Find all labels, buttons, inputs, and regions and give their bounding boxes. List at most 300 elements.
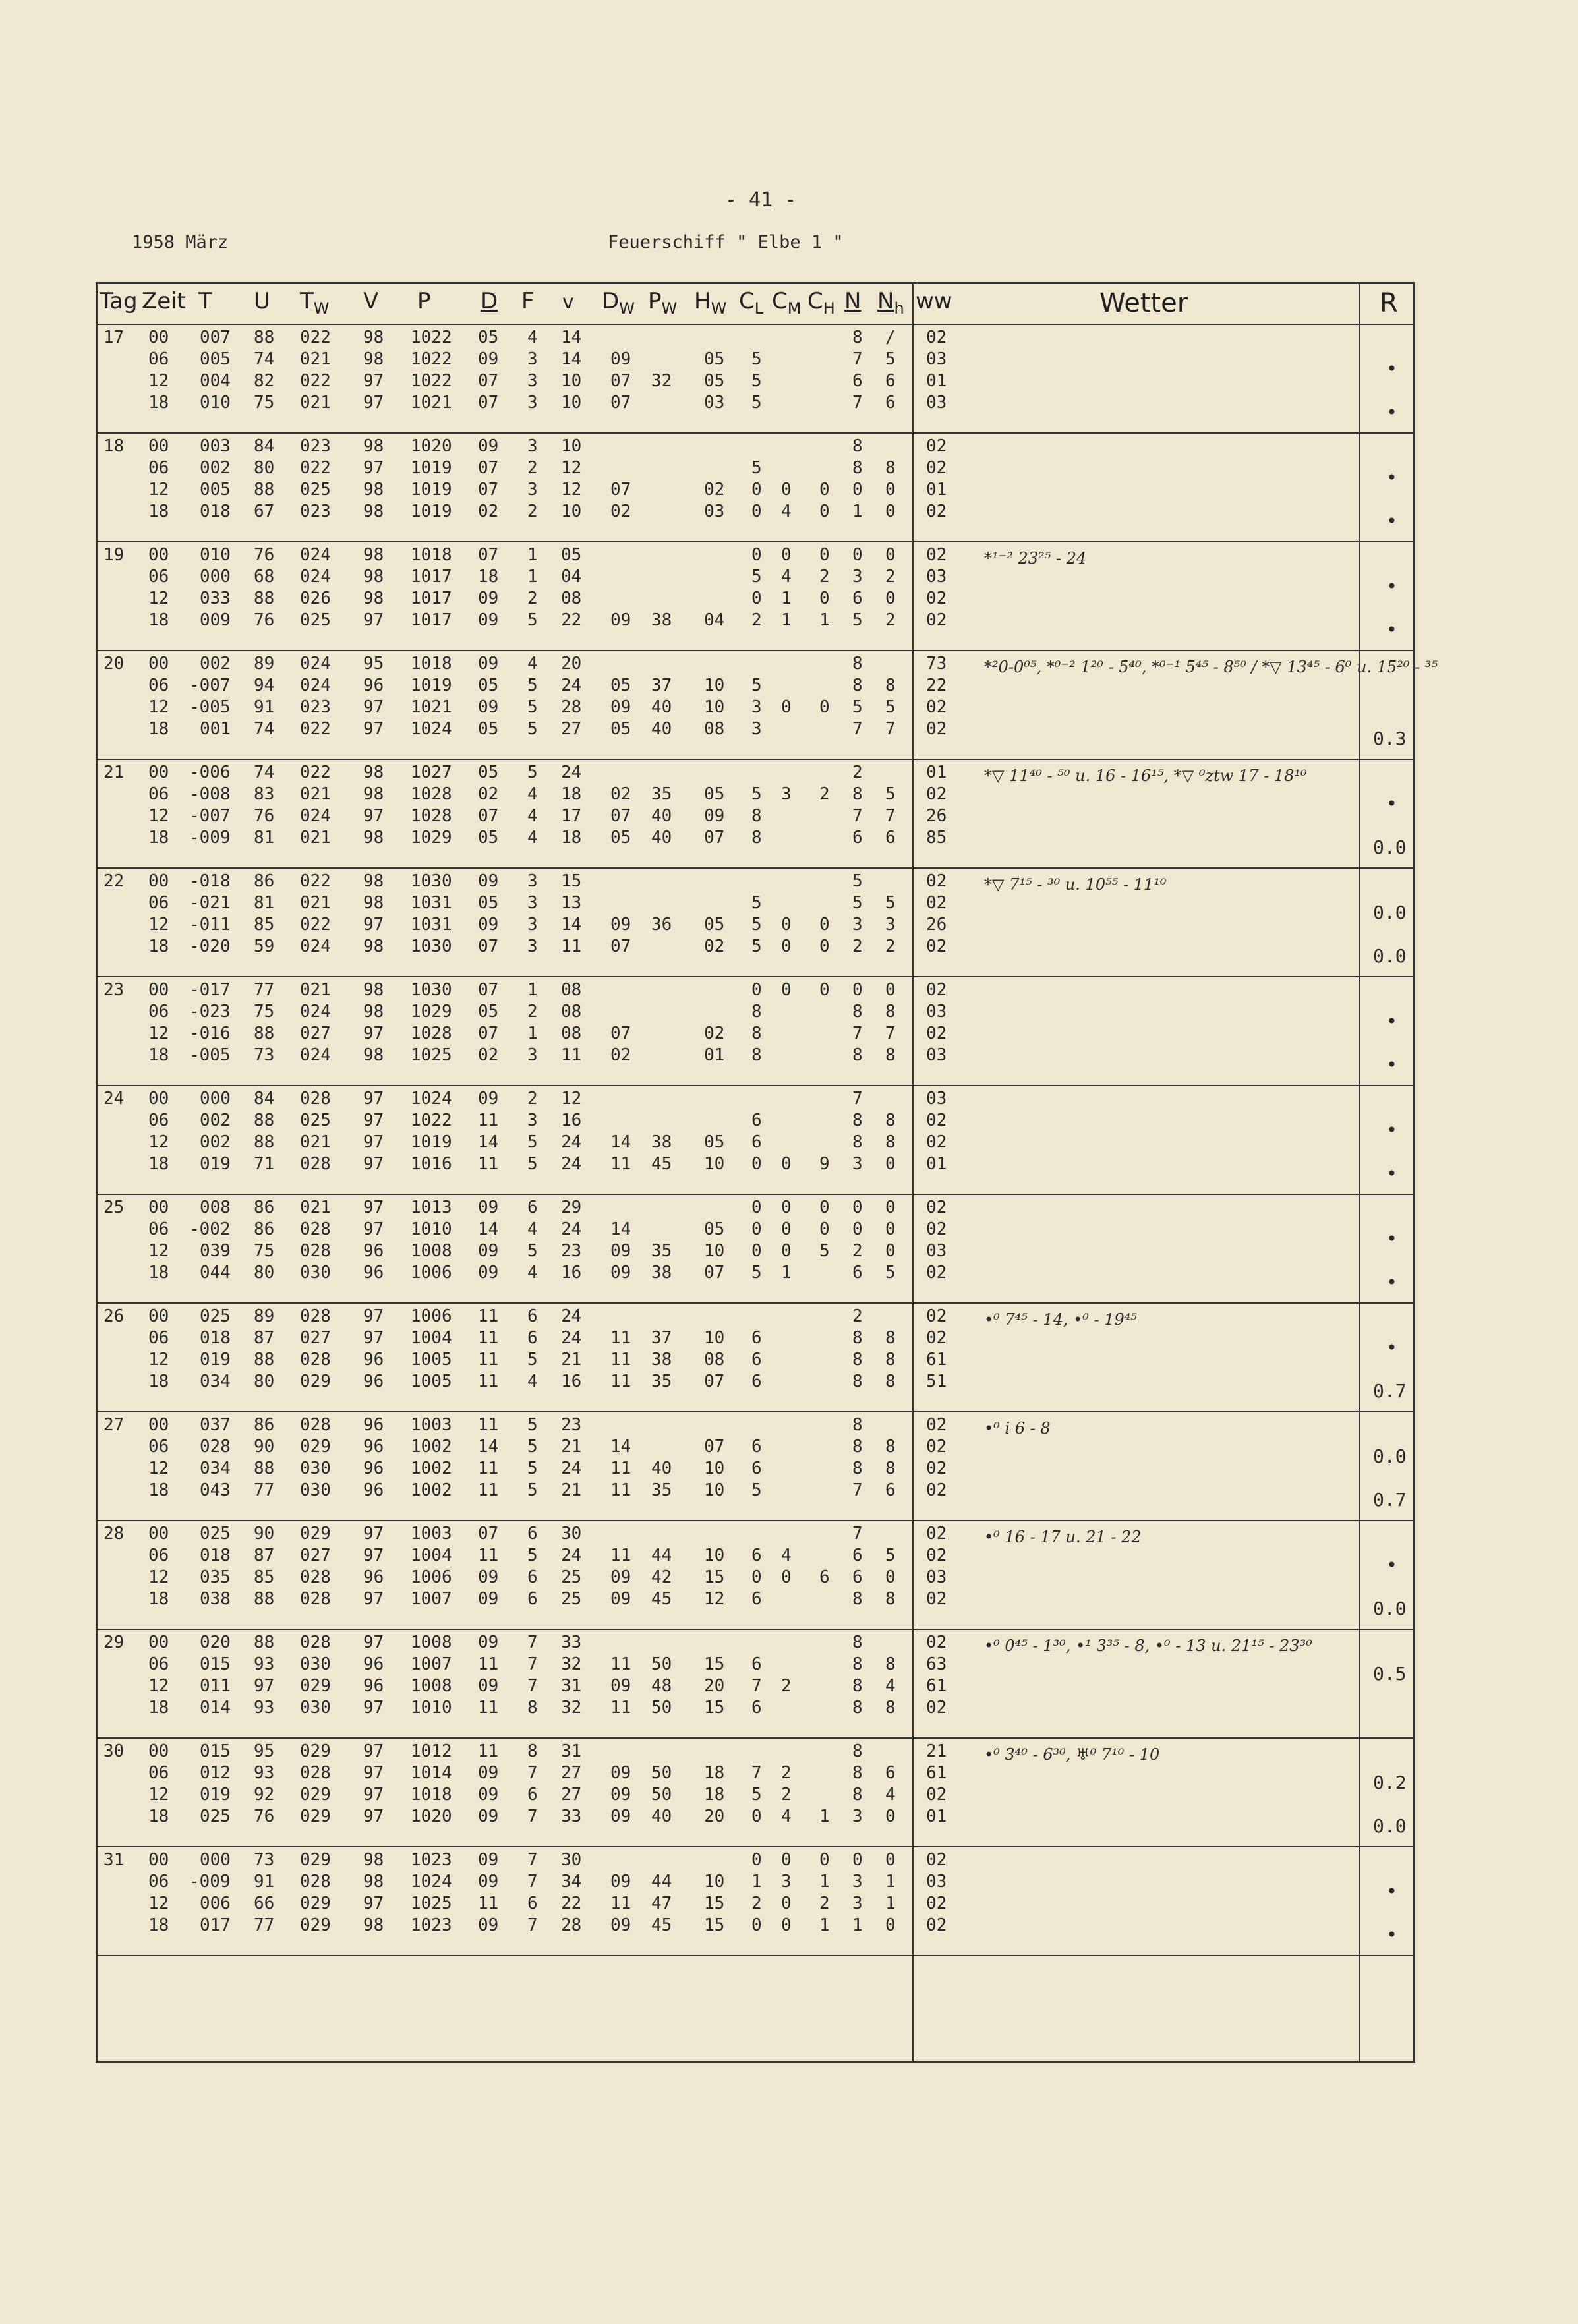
cell-p: 1014 [411,1763,452,1783]
cell-d: 09 [478,1807,499,1826]
cell-tw: 030 [300,1698,331,1718]
day-separator [98,1955,1413,1956]
cell-d: 07 [478,1524,499,1544]
cell-v: 24 [561,1546,582,1565]
cell-d: 09 [478,1763,499,1783]
cell-t: 014 [200,1698,231,1718]
cell-zeit: 12 [148,1785,169,1805]
cell-u: 93 [254,1698,275,1718]
cell-ww: 03 [926,393,947,413]
cell-n: 0 [852,980,863,1000]
cell-zeit: 00 [148,654,169,674]
cell-f: 3 [527,871,538,891]
cell-ww: 02 [926,1024,947,1043]
cell-hw: 08 [704,1350,725,1370]
cell-cl: 7 [751,1763,762,1783]
cell-tw: 021 [300,393,331,413]
weather-remark: •⁰ 0⁴⁵ - 1³⁰, •¹ 3³⁵ - 8, •⁰ - 13 u. 21¹⁵ - 23³⁰ [984,1637,1312,1655]
cell-cl: 5 [751,915,762,935]
cell-hw: 05 [704,915,725,935]
cell-cl: 2 [751,610,762,630]
cell-nh: 8 [885,1328,896,1348]
cell-n: 8 [852,1002,863,1022]
cell-n: 3 [852,1154,863,1174]
cell-zeit: 12 [148,1241,169,1261]
header-station: Feuerschiff " Elbe 1 " [608,232,844,252]
cell-dw: 11 [610,1546,631,1565]
cell-v: 97 [363,1698,384,1718]
cell-p: 1017 [411,567,452,587]
weather-remark: *▽ 11⁴⁰ - ⁵⁰ u. 16 - 16¹⁵, *▽ ⁰ztw 17 - 18¹⁰ [984,767,1307,785]
cell-tw: 024 [300,676,331,695]
cell-f: 6 [527,1894,538,1913]
cell-cl: 7 [751,1676,762,1696]
cell-zeit: 12 [148,1459,169,1478]
cell-f: 6 [527,1328,538,1348]
cell-cm: 0 [781,1567,792,1587]
cell-ch: 1 [819,1915,830,1935]
cell-dw: 09 [610,349,631,369]
cell-nh: 1 [885,1894,896,1913]
cell-t: -002 [189,1219,231,1239]
cell-n: 3 [852,1807,863,1826]
cell-ww: 02 [926,458,947,478]
day-number: 19 [103,545,125,565]
day-number: 26 [103,1306,125,1326]
cell-t: 002 [200,654,231,674]
cell-ww: 03 [926,1089,947,1109]
cell-v: 98 [363,1002,384,1022]
cell-f: 7 [527,1850,538,1870]
cell-ww: 03 [926,1045,947,1065]
cell-ww: 21 [926,1741,947,1761]
cell-dw: 11 [610,1154,631,1174]
column-header-d: D [481,288,498,314]
cell-zeit: 18 [148,610,169,630]
cell-nh: 5 [885,893,896,913]
cell-f: 7 [527,1676,538,1696]
day-number: 30 [103,1741,125,1761]
precip-value: 0.5 [1373,1663,1407,1685]
precip-value: 0.3 [1373,728,1407,749]
cell-pw: 35 [651,1372,672,1391]
cell-n: 8 [852,1785,863,1805]
cell-ch: 0 [819,502,830,521]
cell-dw: 07 [610,480,631,500]
cell-p: 1007 [411,1654,452,1674]
cell-dw: 05 [610,676,631,695]
cell-zeit: 00 [148,1306,169,1326]
cell-d: 11 [478,1306,499,1326]
cell-zeit: 00 [148,545,169,565]
precip-value: • [1386,1163,1397,1184]
cell-p: 1016 [411,1154,452,1174]
cell-zeit: 06 [148,1546,169,1565]
cell-t: 037 [200,1415,231,1435]
cell-cl: 0 [751,1850,762,1870]
cell-dw: 09 [610,1872,631,1892]
cell-n: 8 [852,1328,863,1348]
cell-n: 8 [852,1350,863,1370]
cell-t: -007 [189,676,231,695]
cell-u: 76 [254,1807,275,1826]
cell-cm: 4 [781,1807,792,1826]
cell-f: 4 [527,654,538,674]
cell-tw: 030 [300,1459,331,1478]
cell-tw: 025 [300,1111,331,1130]
column-header-wetter: Wetter [1099,288,1188,318]
cell-cm: 1 [781,1263,792,1283]
cell-dw: 11 [610,1654,631,1674]
cell-u: 91 [254,1872,275,1892]
cell-v: 96 [363,1263,384,1283]
cell-n: 5 [852,871,863,891]
cell-ww: 26 [926,915,947,935]
cell-dw: 07 [610,371,631,391]
cell-p: 1006 [411,1263,452,1283]
cell-tw: 028 [300,1567,331,1587]
cell-v: 33 [561,1633,582,1652]
cell-v: 98 [363,828,384,848]
precip-value: 0.0 [1373,902,1407,923]
cell-ww: 02 [926,1459,947,1478]
cell-ww: 02 [926,719,947,739]
cell-v: 24 [561,1306,582,1326]
cell-v: 21 [561,1437,582,1457]
cell-v: 10 [561,371,582,391]
cell-dw: 09 [610,1241,631,1261]
cell-tw: 022 [300,719,331,739]
cell-f: 5 [527,1546,538,1565]
cell-cm: 0 [781,1219,792,1239]
cell-d: 09 [478,1872,499,1892]
cell-t: 043 [200,1480,231,1500]
cell-v: 98 [363,763,384,782]
cell-ww: 02 [926,697,947,717]
day-number: 23 [103,980,125,1000]
cell-p: 1003 [411,1524,452,1544]
cell-tw: 028 [300,1219,331,1239]
cell-cm: 0 [781,980,792,1000]
cell-cl: 6 [751,1654,762,1674]
cell-v: 24 [561,1132,582,1152]
cell-t: -009 [189,828,231,848]
header-separator [98,324,1413,325]
cell-v: 96 [363,676,384,695]
cell-ch: 5 [819,1241,830,1261]
cell-v: 96 [363,1350,384,1370]
cell-cm: 3 [781,1872,792,1892]
cell-f: 6 [527,1198,538,1217]
cell-t: 007 [200,328,231,347]
cell-p: 1007 [411,1589,452,1609]
precip-value: • [1386,1880,1397,1902]
cell-ww: 02 [926,1328,947,1348]
cell-f: 5 [527,1241,538,1261]
cell-t: 025 [200,1807,231,1826]
cell-dw: 09 [610,697,631,717]
cell-cl: 5 [751,1480,762,1500]
cell-cm: 0 [781,937,792,956]
cell-t: 018 [200,502,231,521]
column-header-nh: $N_h$ [877,288,904,318]
cell-t: 012 [200,1763,231,1783]
cell-dw: 09 [610,1915,631,1935]
cell-hw: 01 [704,1045,725,1065]
cell-tw: 028 [300,1154,331,1174]
cell-ch: 0 [819,480,830,500]
cell-p: 1005 [411,1350,452,1370]
cell-cl: 5 [751,1263,762,1283]
cell-hw: 18 [704,1785,725,1805]
cell-u: 88 [254,1589,275,1609]
cell-tw: 023 [300,697,331,717]
cell-cm: 4 [781,1546,792,1565]
cell-n: 2 [852,937,863,956]
cell-n: 3 [852,1872,863,1892]
cell-p: 1008 [411,1241,452,1261]
cell-d: 09 [478,1567,499,1587]
cell-dw: 07 [610,393,631,413]
cell-u: 83 [254,784,275,804]
cell-n: 8 [852,458,863,478]
cell-nh: 8 [885,1111,896,1130]
cell-pw: 35 [651,1241,672,1261]
column-header-v: v [562,291,574,314]
cell-u: 90 [254,1524,275,1544]
cell-pw: 44 [651,1872,672,1892]
cell-n: 1 [852,1915,863,1935]
cell-t: 015 [200,1741,231,1761]
cell-dw: 05 [610,828,631,848]
cell-n: 8 [852,1763,863,1783]
cell-p: 1029 [411,1002,452,1022]
cell-d: 09 [478,871,499,891]
cell-p: 1028 [411,806,452,826]
cell-tw: 029 [300,1741,331,1761]
cell-ww: 02 [926,784,947,804]
cell-u: 77 [254,980,275,1000]
cell-pw: 35 [651,784,672,804]
cell-d: 11 [478,1415,499,1435]
cell-t: 008 [200,1198,231,1217]
cell-zeit: 06 [148,676,169,695]
cell-d: 07 [478,480,499,500]
cell-ww: 02 [926,1785,947,1805]
cell-v: 30 [561,1524,582,1544]
cell-v: 05 [561,545,582,565]
day-separator [98,976,1413,977]
cell-f: 5 [527,697,538,717]
cell-tw: 028 [300,1872,331,1892]
cell-ch: 0 [819,937,830,956]
cell-n: 7 [852,1089,863,1109]
cell-n: 3 [852,915,863,935]
cell-v: 97 [363,1132,384,1152]
cell-hw: 02 [704,480,725,500]
cell-u: 76 [254,545,275,565]
cell-nh: 5 [885,784,896,804]
cell-n: 8 [852,1372,863,1391]
day-separator [98,432,1413,434]
cell-d: 14 [478,1219,499,1239]
cell-nh: 6 [885,1763,896,1783]
cell-u: 95 [254,1741,275,1761]
cell-v: 29 [561,1198,582,1217]
cell-ch: 0 [819,980,830,1000]
cell-p: 1020 [411,436,452,456]
cell-u: 85 [254,1567,275,1587]
precip-value: • [1386,619,1397,641]
cell-n: 3 [852,567,863,587]
cell-cl: 5 [751,1785,762,1805]
cell-ww: 02 [926,1915,947,1935]
cell-cl: 6 [751,1350,762,1370]
cell-hw: 20 [704,1807,725,1826]
cell-tw: 028 [300,1633,331,1652]
cell-hw: 10 [704,697,725,717]
cell-p: 1027 [411,763,452,782]
cell-u: 67 [254,502,275,521]
cell-d: 05 [478,676,499,695]
cell-t: 011 [200,1676,231,1696]
cell-ww: 63 [926,1654,947,1674]
cell-f: 3 [527,393,538,413]
cell-v: 96 [363,1372,384,1391]
cell-d: 09 [478,1850,499,1870]
cell-n: 0 [852,1198,863,1217]
cell-t: 025 [200,1306,231,1326]
cell-hw: 07 [704,1263,725,1283]
cell-hw: 03 [704,393,725,413]
cell-nh: 0 [885,1219,896,1239]
precip-value: • [1386,1271,1397,1293]
cell-zeit: 00 [148,871,169,891]
cell-d: 11 [478,1741,499,1761]
cell-v: 95 [363,654,384,674]
cell-ch: 0 [819,589,830,608]
cell-d: 05 [478,719,499,739]
cell-v: 97 [363,393,384,413]
cell-f: 4 [527,1263,538,1283]
cell-nh: 8 [885,1698,896,1718]
cell-f: 1 [527,980,538,1000]
cell-t: 000 [200,1089,231,1109]
precip-value: • [1386,1054,1397,1076]
cell-hw: 20 [704,1676,725,1696]
precip-value: • [1386,401,1397,423]
day-separator [98,1737,1413,1739]
cell-cm: 4 [781,502,792,521]
cell-f: 4 [527,1372,538,1391]
cell-ww: 02 [926,1132,947,1152]
cell-zeit: 18 [148,1045,169,1065]
cell-t: 010 [200,393,231,413]
cell-p: 1019 [411,1132,452,1152]
cell-d: 09 [478,1589,499,1609]
cell-v: 27 [561,719,582,739]
cell-pw: 40 [651,828,672,848]
precip-value: • [1386,358,1397,380]
cell-d: 09 [478,1785,499,1805]
column-header-ww: ww [916,288,952,314]
cell-v: 12 [561,480,582,500]
cell-f: 5 [527,1459,538,1478]
cell-v: 97 [363,1328,384,1348]
cell-cl: 5 [751,567,762,587]
cell-u: 88 [254,589,275,608]
cell-ww: 02 [926,871,947,891]
precip-value: • [1386,1228,1397,1250]
cell-p: 1004 [411,1328,452,1348]
column-header-tw: $T_W$ [300,288,330,318]
cell-pw: 38 [651,1132,672,1152]
weather-remark: *▽ 7¹⁵ - ³⁰ u. 10⁵⁵ - 11¹⁰ [984,875,1167,894]
cell-f: 5 [527,1480,538,1500]
cell-v: 10 [561,393,582,413]
precip-value: 0.7 [1373,1380,1407,1402]
cell-n: 8 [852,676,863,695]
cell-nh: 8 [885,1045,896,1065]
cell-t: 005 [200,480,231,500]
cell-hw: 15 [704,1654,725,1674]
precip-value: • [1386,467,1397,488]
cell-p: 1005 [411,1372,452,1391]
cell-cl: 8 [751,1045,762,1065]
cell-cl: 5 [751,893,762,913]
cell-nh: 7 [885,719,896,739]
column-header-cl: $C_L$ [739,288,764,318]
weather-remark: •⁰ 7⁴⁵ - 14, •⁰ - 19⁴⁵ [984,1310,1138,1329]
column-header-cm: $C_M$ [772,288,802,318]
cell-t: 019 [200,1350,231,1370]
cell-n: 2 [852,1306,863,1326]
cell-cl: 8 [751,1024,762,1043]
cell-ww: 02 [926,1198,947,1217]
cell-v: 16 [561,1111,582,1130]
precip-value: 0.0 [1373,836,1407,858]
cell-u: 68 [254,567,275,587]
cell-tw: 022 [300,458,331,478]
cell-nh: 5 [885,1263,896,1283]
cell-d: 07 [478,806,499,826]
cell-f: 6 [527,1567,538,1587]
cell-pw: 50 [651,1785,672,1805]
cell-ww: 01 [926,371,947,391]
cell-nh: 2 [885,567,896,587]
cell-t: 005 [200,349,231,369]
cell-tw: 028 [300,1763,331,1783]
cell-v: 14 [561,328,582,347]
cell-v: 22 [561,610,582,630]
cell-t: -020 [189,937,231,956]
cell-v: 10 [561,436,582,456]
cell-p: 1006 [411,1306,452,1326]
day-separator [98,1846,1413,1847]
cell-p: 1029 [411,828,452,848]
cell-tw: 026 [300,589,331,608]
cell-n: 8 [852,1459,863,1478]
cell-cl: 0 [751,1198,762,1217]
cell-f: 3 [527,915,538,935]
cell-zeit: 06 [148,893,169,913]
cell-hw: 10 [704,1546,725,1565]
cell-t: 018 [200,1328,231,1348]
cell-tw: 024 [300,545,331,565]
cell-n: 7 [852,393,863,413]
cell-p: 1019 [411,458,452,478]
cell-nh: 8 [885,1437,896,1457]
